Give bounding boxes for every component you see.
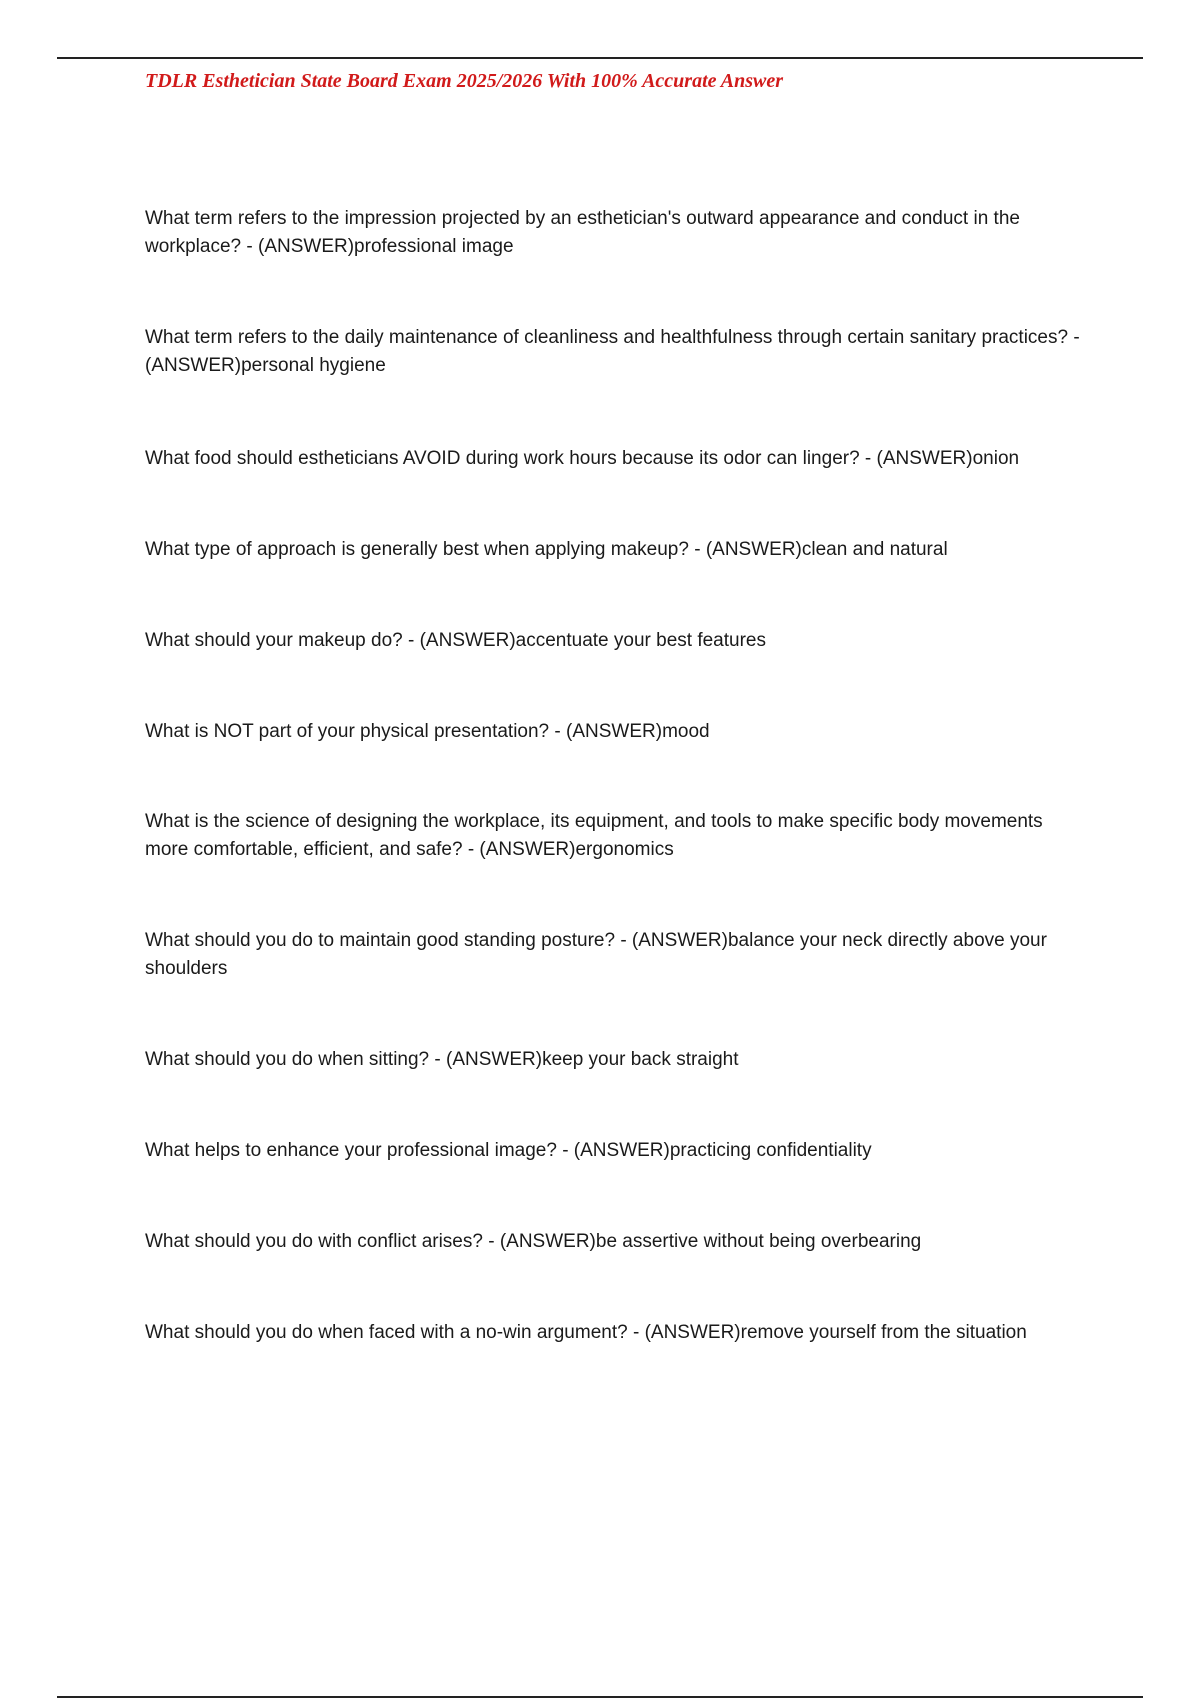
answer-text: practicing confidentiality <box>669 1140 872 1161</box>
answer-marker: - (ANSWER) <box>627 1322 741 1343</box>
question-text: What term refers to the daily maintenance of cleanliness and healthfulness through certain sanitary practices? <box>145 327 1069 348</box>
qa-item <box>145 205 1080 261</box>
answer-text: be assertive without being overbearing <box>595 1231 922 1252</box>
answer-text: mood <box>662 721 710 742</box>
qa-item <box>145 927 1080 983</box>
answer-text: personal hygiene <box>241 355 386 376</box>
question-text: What term refers to the impression projected by an esthetician's outward appearance and conduct in the workplace? <box>145 208 1020 257</box>
qa-item <box>145 1137 1080 1165</box>
question-text: What is NOT part of your physical presentation? <box>145 721 550 742</box>
answer-marker: - (ANSWER) <box>556 1140 670 1161</box>
qa-item <box>145 445 1080 473</box>
qa-item <box>145 1228 1080 1256</box>
answer-marker: - (ANSWER) <box>482 1231 596 1252</box>
header-rule <box>57 57 1143 59</box>
answer-marker: - (ANSWER) <box>859 448 973 469</box>
qa-item <box>145 808 1080 864</box>
answer-marker: - (ANSWER) <box>462 839 576 860</box>
answer-marker: - (ANSWER) <box>549 721 663 742</box>
qa-item <box>145 324 1080 380</box>
document-title: TDLR Esthetician State Board Exam 2025/2026 With 100% Accurate Answer <box>145 70 784 92</box>
question-text: What should you do with conflict arises? <box>145 1231 483 1252</box>
answer-text: professional image <box>354 236 514 257</box>
answer-text: remove yourself from the situation <box>740 1322 1027 1343</box>
question-text: What should you do when faced with a no-win argument? <box>145 1322 628 1343</box>
question-text: What should you do when sitting? <box>145 1049 430 1070</box>
qa-item <box>145 536 1080 564</box>
footer-rule <box>57 1696 1143 1698</box>
answer-marker: - (ANSWER) <box>241 236 355 257</box>
answer-marker: - (ANSWER) <box>402 630 516 651</box>
qa-item <box>145 1319 1080 1347</box>
answer-text: keep your back straight <box>542 1049 739 1070</box>
qa-item <box>145 627 1080 655</box>
question-text: What helps to enhance your professional image? <box>145 1140 557 1161</box>
question-text: What is the science of designing the workplace, its equipment, and tools to make specific body movements more comfortable, efficient, and safe? <box>145 811 1043 860</box>
answer-text: ergonomics <box>575 839 674 860</box>
qa-item <box>145 718 1080 746</box>
answer-text: accentuate your best features <box>515 630 766 651</box>
answer-text: balance your neck directly above your shoulders <box>145 930 1047 979</box>
question-text: What type of approach is generally best when applying makeup? <box>145 539 689 560</box>
answer-marker: - (ANSWER) <box>688 539 802 560</box>
answer-text: clean and natural <box>801 539 948 560</box>
question-text: What should you do to maintain good standing posture? <box>145 930 616 951</box>
question-text: What food should estheticians AVOID during work hours because its odor can linger? <box>145 448 860 469</box>
answer-marker: - (ANSWER) <box>429 1049 543 1070</box>
qa-item <box>145 1046 1080 1074</box>
question-text: What should your makeup do? <box>145 630 403 651</box>
answer-marker: - (ANSWER) <box>615 930 728 951</box>
answer-text: onion <box>972 448 1020 469</box>
answer-marker: - (ANSWER) <box>145 327 1080 376</box>
